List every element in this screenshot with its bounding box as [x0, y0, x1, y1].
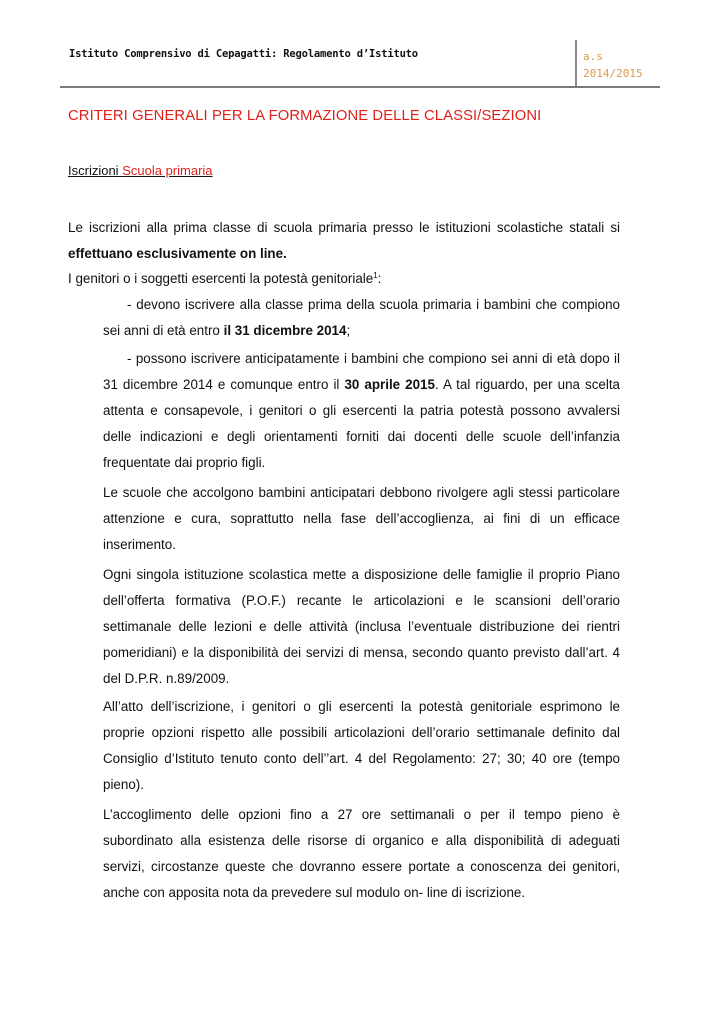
list-item-may-enroll — [103, 346, 620, 476]
paragraph-text: I genitori o i soggetti esercenti la potestà genitoriale — [68, 271, 374, 286]
paragraph-online-enrollment — [68, 215, 620, 267]
paragraph-text: Le iscrizioni alla prima classe di scuola primaria presso le istituzioni scolastiche statali si — [68, 220, 620, 235]
paragraph-bold: effettuano esclusivamente on line. — [68, 246, 287, 261]
paragraph-pof: Ogni singola istituzione scolastica mette a disposizione delle famiglie il proprio Piano dell’offerta formativa (P.O.F.) recante le articolazioni e le scansioni dell’orario settimanale delle lezioni e delle attività (inclusa l’eventuale distribuzione dei rientri pomeridiani) e la disponibilità dei servizi di mensa, secondo quanto previsto dall’art. 4 del D.P.R. n.89/2009. — [103, 567, 620, 686]
school-year — [583, 48, 643, 82]
list-item-bold: il 31 dicembre 2014 — [223, 323, 347, 338]
list-item-must-enroll — [103, 292, 620, 344]
paragraph-parents — [68, 266, 620, 292]
list-item-text-end: ; — [346, 323, 351, 338]
paragraph-early-entrants: Le scuole che accolgono bambini anticipatari debbono rivolgere agli stessi particolare attenzione e cura, soprattutto nella fase dell’accoglienza, ai fini di un efficace inserimento. — [103, 485, 620, 552]
list-item-text-end: . A tal riguardo, per una scelta attenta e consapevole, i genitori o gli esercenti la patria potestà possono avvalersi delle indicazioni e degli orientamenti forniti dai docenti delle scuole dell’infanzia frequentate dai proprio figli. — [103, 377, 620, 470]
document-title: CRITERI GENERALI PER LA FORMAZIONE DELLE CLASSI/SEZIONI — [68, 108, 542, 124]
header-title: Istituto Comprensivo di Cepagatti: Regolamento d’Istituto — [69, 48, 418, 60]
header-divider — [575, 40, 577, 86]
list-item-text: - devono iscrivere alla classe prima della scuola primaria i bambini che compiono sei anni di età entro — [103, 297, 620, 338]
footnote-ref: 1 — [373, 271, 378, 280]
list-item-bold: 30 aprile 2015 — [344, 377, 435, 392]
header-rule — [60, 86, 660, 88]
list-item-text: - possono iscrivere anticipatamente i bambini che compiono sei anni di età dopo il 31 dicembre 2014 e comunque entro il — [103, 351, 620, 392]
paragraph-acceptance: L’accoglimento delle opzioni fino a 27 ore settimanali o per il tempo pieno è subordinato alla esistenza delle risorse di organico e alla disponibilità di adeguati servizi, circostanze queste che dovranno essere portate a conoscenza dei genitori, anche con apposita nota da prevedere sul modulo on- line di iscrizione. — [103, 807, 620, 900]
section-subtitle — [68, 163, 213, 178]
subtitle-prefix: Iscrizioni — [68, 163, 119, 178]
school-year-label: a.s — [583, 50, 603, 63]
subtitle-highlight: Scuola primaria — [122, 163, 213, 178]
paragraph-options: All’atto dell’iscrizione, i genitori o gli esercenti la potestà genitoriale esprimono le proprie opzioni rispetto alle possibili articolazioni dell’orario settimanale definito dal Consiglio d’Istituto tenuto conto dell’’art. 4 del Regolamento: 27; 30; 40 ore (tempo pieno). — [103, 699, 620, 792]
school-year-value: 2014/2015 — [583, 67, 643, 80]
paragraph-text-end: : — [377, 271, 382, 286]
